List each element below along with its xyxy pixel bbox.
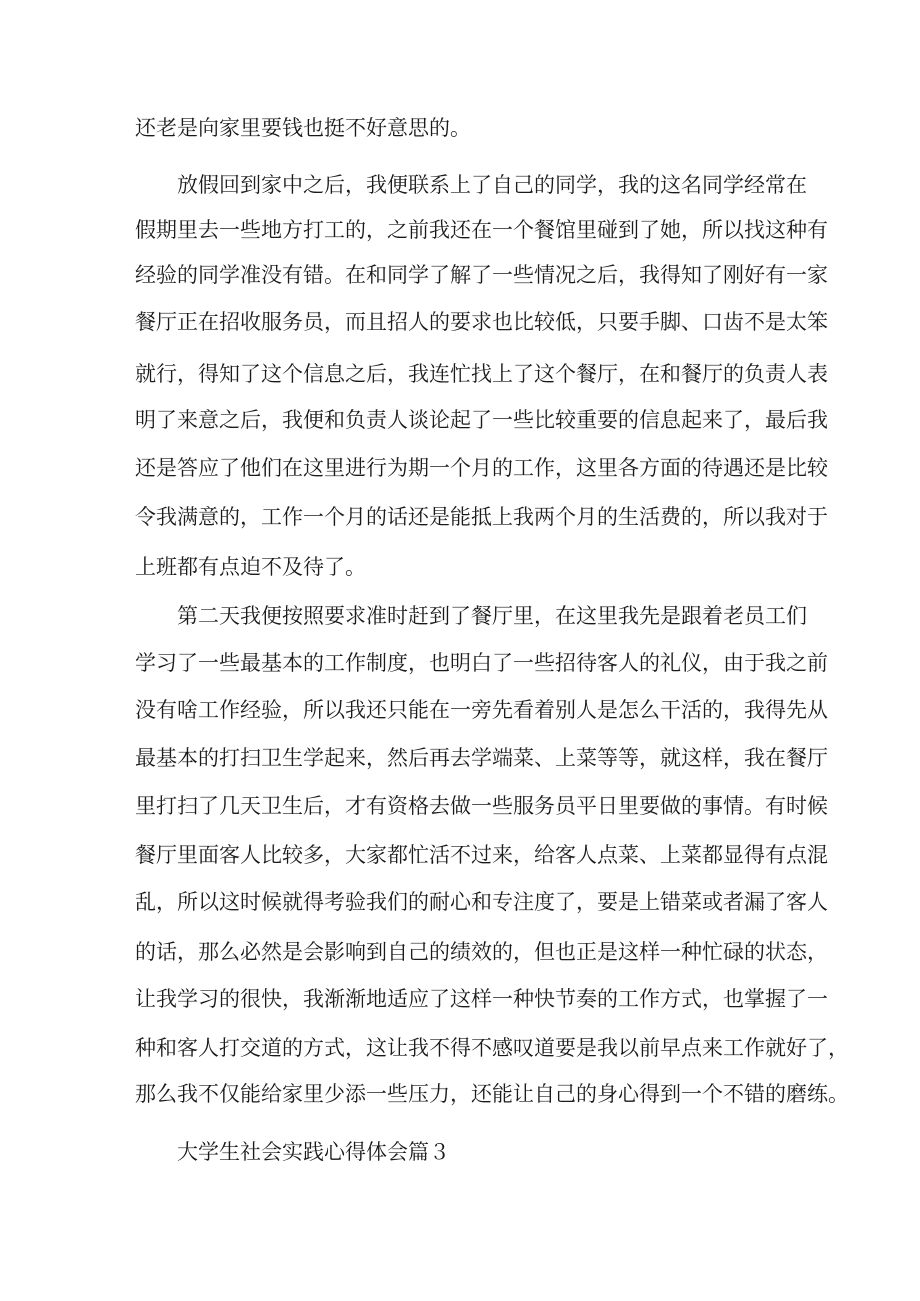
text-line: 明了来意之后，我便和负责人谈论起了一些比较重要的信息起来了，最后我: [135, 408, 828, 432]
text-line: 学习了一些最基本的工作制度，也明白了一些招待客人的礼仪，由于我之前: [135, 651, 828, 675]
text-line: 放假回到家中之后，我便联系上了自己的同学，我的这名同学经常在: [177, 173, 807, 197]
text-line: 那么我不仅能给家里少添一些压力，还能让自己的身心得到一个不错的磨练。: [135, 1082, 849, 1106]
section-heading: 大学生社会实践心得体会篇３: [177, 1140, 450, 1164]
text-line: 还是答应了他们在这里进行为期一个月的工作，这里各方面的待遇还是比较: [135, 456, 828, 480]
text-line: 乱，所以这时候就得考验我们的耐心和专注度了，要是上错菜或者漏了客人: [135, 890, 828, 914]
text-line: 里打扫了几天卫生后，才有资格去做一些服务员平日里要做的事情。有时候: [135, 794, 828, 818]
text-line: 第二天我便按照要求准时赶到了餐厅里，在这里我先是跟着老员工们: [177, 604, 807, 628]
text-line: 餐厅里面客人比较多，大家都忙活不过来，给客人点菜、上菜都显得有点混: [135, 843, 828, 867]
text-line: 经验的同学准没有错。在和同学了解了一些情况之后，我得知了刚好有一家: [135, 263, 828, 287]
text-line: 的话，那么必然是会影响到自己的绩效的，但也正是这样一种忙碌的状态，: [135, 940, 828, 964]
text-line: 就行，得知了这个信息之后，我连忙找上了这个餐厅，在和餐厅的负责人表: [135, 362, 828, 386]
text-line: 假期里去一些地方打工的，之前我还在一个餐馆里碰到了她，所以找这种有: [135, 218, 828, 242]
text-line: 让我学习的很快，我渐渐地适应了这样一种快节奏的工作方式，也掌握了一: [135, 987, 828, 1011]
text-line: 种和客人打交道的方式，这让我不得不感叹道要是我以前早点来工作就好了，: [135, 1036, 849, 1060]
text-line: 还老是向家里要钱也挺不好意思的。: [135, 116, 471, 140]
text-line: 餐厅正在招收服务员，而且招人的要求也比较低，只要手脚、口齿不是太笨: [135, 310, 828, 334]
text-line: 没有啥工作经验，所以我还只能在一旁先看着别人是怎么干活的，我得先从: [135, 698, 828, 722]
text-line: 上班都有点迫不及待了。: [135, 555, 366, 579]
text-line: 令我满意的，工作一个月的话还是能抵上我两个月的生活费的，所以我对于: [135, 505, 828, 529]
text-line: 最基本的打扫卫生学起来，然后再去学端菜、上菜等等，就这样，我在餐厅: [135, 746, 828, 770]
